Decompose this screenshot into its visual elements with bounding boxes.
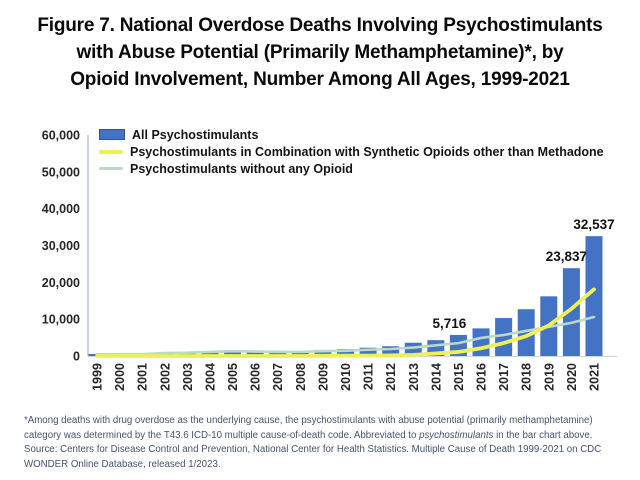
y-tick-label: 60,000 [41, 128, 80, 143]
x-tick-2004: 2004 [203, 363, 218, 391]
footnote-source-line-1: Source: Centers for Disease Control and Prevention, National Center for Health Statistics. Multiple Cause of Death 1999-2021 on CDC [24, 444, 602, 456]
y-tick-label: 20,000 [41, 275, 80, 290]
figure-footnote [24, 414, 618, 472]
x-tick-2018: 2018 [519, 363, 534, 391]
x-tick-2006: 2006 [248, 363, 263, 391]
x-tick-2000: 2000 [113, 363, 128, 391]
legend-item-all-psychostimulants [99, 128, 604, 141]
x-tick-2002: 2002 [158, 363, 173, 391]
x-tick-2012: 2012 [384, 363, 399, 391]
x-tick-2010: 2010 [338, 363, 353, 391]
y-tick-label: 30,000 [41, 239, 80, 253]
legend-label: All Psychostimulants [132, 127, 259, 142]
figure-title-line-2: with Abuse Potential (Primarily Methamphetamine)*, by [76, 41, 564, 63]
x-tick-2016: 2016 [474, 363, 489, 391]
y-tick-label: 0 [73, 349, 80, 364]
y-tick-label: 50,000 [41, 165, 80, 180]
x-tick-1999: 1999 [90, 363, 105, 391]
x-tick-2005: 2005 [226, 363, 241, 391]
legend-swatch-yellow-line-icon [99, 150, 123, 154]
x-tick-2003: 2003 [180, 363, 195, 391]
legend-swatch-green-line-icon [99, 167, 123, 170]
x-tick-2017: 2017 [497, 363, 512, 391]
footnote-line-1: *Among deaths with drug overdose as the underlying cause, the psychostimulants with abuse potential (primarily methamphetamine) [24, 415, 593, 426]
data-label-2015: 5,716 [432, 315, 467, 331]
x-tick-2015: 2015 [451, 363, 466, 391]
x-tick-2008: 2008 [293, 363, 308, 391]
x-tick-2019: 2019 [542, 363, 557, 391]
chart-area [0, 118, 640, 410]
figure-title [0, 0, 640, 94]
figure-title-line-3: Opioid Involvement, Number Among All Ages, 1999-2021 [70, 68, 570, 90]
x-tick-2009: 2009 [316, 363, 331, 391]
x-tick-2007: 2007 [271, 363, 286, 391]
legend-swatch-blue-bar-icon [99, 129, 125, 140]
legend-label: Psychostimulants without any Opioid [130, 161, 353, 176]
y-tick-label: 10,000 [41, 312, 80, 327]
legend-label: Psychostimulants in Combination with Synthetic Opioids other than Methadone [130, 144, 604, 159]
x-tick-2014: 2014 [429, 363, 444, 391]
legend-item-without-opioid [99, 162, 604, 175]
chart-legend [99, 128, 604, 175]
footnote-line-2: category was determined by the T43.6 ICD-10 multiple cause-of-death code. Abbreviated to psychostimulants in the bar chart above. [24, 429, 593, 441]
x-tick-2021: 2021 [587, 363, 602, 391]
figure-title-line-1: Figure 7. National Overdose Deaths Involving Psychostimulants [37, 15, 603, 36]
data-label-2021: 32,537 [573, 217, 615, 233]
x-tick-2020: 2020 [564, 363, 579, 391]
legend-item-synthetic-opioids [99, 145, 604, 158]
footnote-source-line-2: WONDER Online Database, released 1/2023. [24, 458, 221, 470]
x-tick-2013: 2013 [406, 363, 421, 391]
bar-2016 [473, 328, 490, 356]
y-tick-label: 40,000 [41, 202, 80, 217]
x-tick-2001: 2001 [135, 363, 150, 391]
x-tick-2011: 2011 [361, 363, 376, 391]
data-label-2020: 23,837 [545, 249, 588, 265]
